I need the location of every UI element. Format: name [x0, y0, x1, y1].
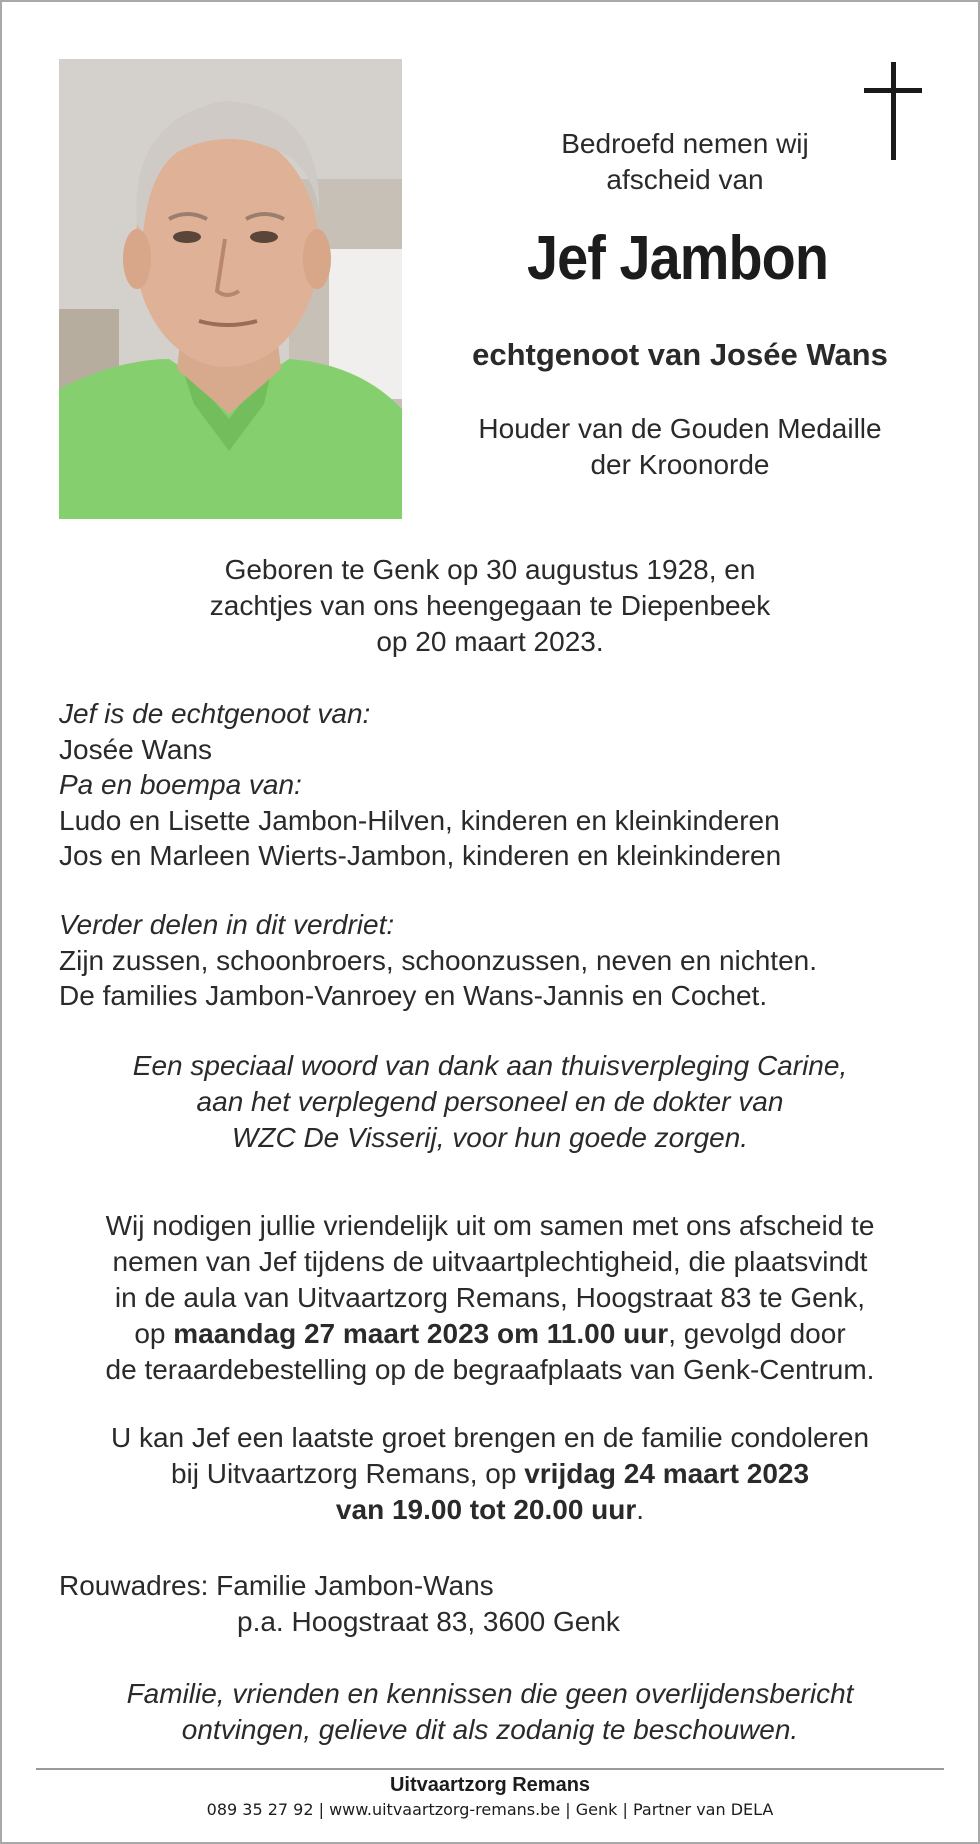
ceremony-line-5: de teraardebestelling op de begraafplaats van Genk-Centrum.	[105, 1354, 875, 1385]
notice-line-2: ontvingen, gelieve dit als zodanig te beschouwen.	[181, 1714, 799, 1745]
honor-line-2: der Kroonorde	[590, 449, 770, 480]
thanks-line-1: Een speciaal woord van dank aan thuisverpleging Carine,	[132, 1050, 848, 1081]
ceremony-datetime: maandag 27 maart 2023 om 11.00 uur	[173, 1318, 669, 1349]
ceremony-line-4-pre: op	[134, 1318, 174, 1349]
visitation-line-2-pre: bij Uitvaartzorg Remans, op	[170, 1458, 525, 1489]
lead-line-2: afscheid van	[606, 164, 764, 195]
thanks-note	[60, 1048, 920, 1156]
birth-death-info	[130, 552, 850, 660]
ceremony-line-4-post: , gevolgd door	[668, 1318, 846, 1349]
family-section	[59, 696, 939, 874]
thanks-line-3: WZC De Visserij, voor hun goede zorgen.	[231, 1122, 749, 1153]
honor-line-1: Houder van de Gouden Medaille	[478, 413, 882, 444]
portrait-illustration	[59, 59, 402, 519]
visitation-line-2	[40, 1456, 940, 1492]
ceremony-line-1: Wij nodigen jullie vriendelijk uit om samen met ons afscheid te	[105, 1210, 875, 1241]
thanks-line-2: aan het verplegend personeel en de dokter van	[196, 1086, 784, 1117]
visitation-time: van 19.00 tot 20.00 uur	[335, 1494, 637, 1525]
others-line: Zijn zussen, schoonbroers, schoonzussen, neven en nichten.	[59, 944, 818, 976]
others-heading: Verder delen in dit verdriet:	[59, 909, 395, 940]
children-line: Jos en Marleen Wierts-Jambon, kinderen en kleinkinderen	[59, 840, 782, 871]
visitation-date: vrijdag 24 maart 2023	[524, 1458, 810, 1489]
others-line: De families Jambon-Vanroey en Wans-Jannis en Cochet.	[59, 980, 768, 1011]
birth-line-3: op 20 maart 2023.	[376, 626, 604, 657]
footer-company: Uitvaartzorg Remans	[389, 1774, 591, 1796]
visitation-line-1: U kan Jef een laatste groet brengen en de familie condoleren	[110, 1422, 870, 1453]
lead-line-1: Bedroefd nemen wij	[561, 128, 809, 159]
notice-line-1: Familie, vrienden en kennissen die geen overlijdensbericht	[126, 1678, 854, 1709]
portrait-photo	[59, 59, 402, 519]
honor-title	[430, 411, 930, 483]
spouse-line: echtgenoot van Josée Wans	[472, 337, 888, 372]
address-line-2: p.a. Hoogstraat 83, 3600 Genk	[237, 1606, 620, 1637]
visitation-line-3	[40, 1492, 940, 1528]
deceased-name: Jef Jambon	[526, 224, 829, 293]
children-heading: Pa en boempa van:	[59, 769, 302, 800]
ceremony-line-3: in de aula van Uitvaartzorg Remans, Hoogstraat 83 te Genk,	[114, 1282, 866, 1313]
visitation-line-3-post: .	[636, 1494, 645, 1525]
ceremony-info	[40, 1208, 940, 1388]
announcement-lead	[480, 126, 890, 198]
notice-text	[60, 1676, 920, 1748]
spouse-heading: Jef is de echtgenoot van:	[59, 698, 371, 729]
mourning-address	[59, 1568, 759, 1640]
others-section	[59, 907, 939, 1014]
address-line-1: Rouwadres: Familie Jambon-Wans	[59, 1570, 494, 1601]
footer-contact: 089 35 27 92 | www.uitvaartzorg-remans.be | Genk | Partner van DELA	[206, 1800, 774, 1819]
footer-divider	[36, 1768, 944, 1770]
visitation-info	[40, 1420, 940, 1528]
children-line: Ludo en Lisette Jambon-Hilven, kinderen en kleinkinderen	[59, 804, 780, 836]
spouse-name: Josée Wans	[59, 733, 213, 765]
ceremony-line-2: nemen van Jef tijdens de uitvaartplechtigheid, die plaatsvindt	[112, 1246, 868, 1277]
ceremony-line-4	[40, 1316, 940, 1352]
birth-line-2: zachtjes van ons heengegaan te Diepenbeek	[209, 590, 771, 621]
birth-line-1: Geboren te Genk op 30 augustus 1928, en	[224, 554, 756, 585]
